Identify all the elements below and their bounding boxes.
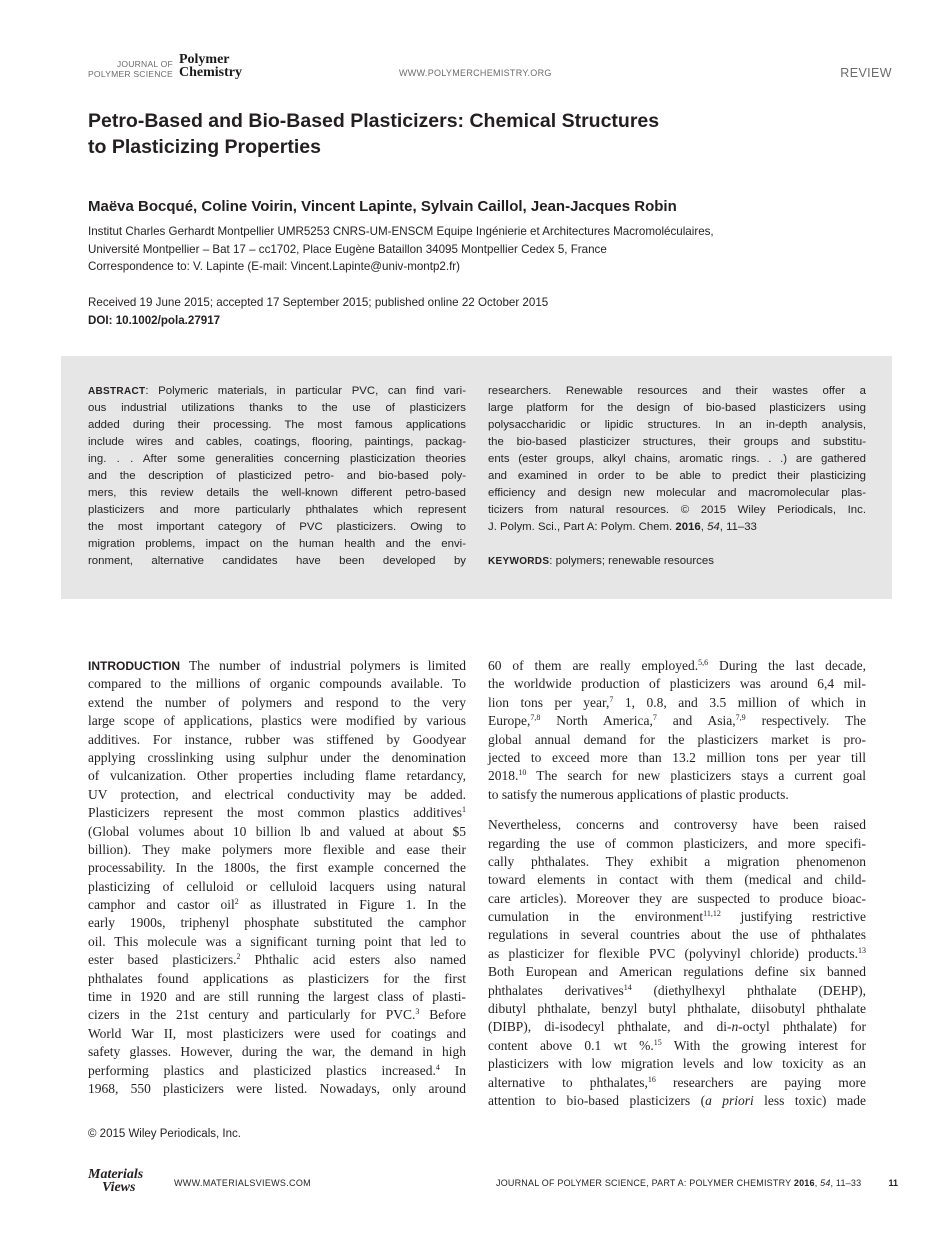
title-line-2: to Plasticizing Properties bbox=[88, 136, 321, 158]
abstract-box bbox=[61, 356, 892, 599]
reference-superscript[interactable]: 14 bbox=[623, 982, 632, 992]
abstract-line: ronment, alternative candidates have been developed by bbox=[88, 555, 466, 567]
journal-url[interactable]: WWW.POLYMERCHEMISTRY.ORG bbox=[399, 68, 552, 78]
body-text: Europe, bbox=[488, 713, 531, 729]
reference-superscript[interactable]: 13 bbox=[858, 945, 866, 955]
body-text: less toxic) made bbox=[753, 1092, 866, 1108]
abstract-line: and examined in order to be able to predict their plasticizing bbox=[488, 470, 866, 482]
journal-logo bbox=[88, 54, 242, 79]
body-line bbox=[88, 804, 466, 822]
body-line bbox=[488, 694, 866, 712]
abstract-line: large platform for the design of bio-based plasticizers using bbox=[488, 402, 866, 414]
doi[interactable]: DOI: 10.1002/pola.27917 bbox=[88, 313, 221, 327]
italic-text: a priori bbox=[705, 1092, 754, 1108]
body-text: cizers in the 21st century and particularly for PVC. bbox=[88, 1007, 416, 1023]
body-text: lion tons per year, bbox=[488, 694, 610, 710]
abstract-line: mers, this review details the well-known different petro-based bbox=[88, 487, 466, 499]
body-text: performing plastics and plasticized plastics increased. bbox=[88, 1062, 436, 1078]
body-line: phthalates found applications as plasticizers for the first bbox=[88, 970, 466, 986]
page-number: 11 bbox=[888, 1178, 898, 1188]
body-text: and Asia, bbox=[656, 713, 736, 729]
body-text: The number of industrial polymers is limited bbox=[180, 658, 466, 673]
body-line: plasticizing of celluloid or celluloid lacquers using natural bbox=[88, 878, 466, 894]
reference-superscript[interactable]: 2 bbox=[236, 952, 241, 962]
citation-year: 2016 bbox=[675, 521, 701, 533]
footer-sep: , bbox=[814, 1178, 821, 1188]
introduction-heading: INTRODUCTION bbox=[88, 659, 180, 673]
abstract-line: the most important category of PVC plasticizers. Owing to bbox=[88, 521, 466, 533]
reference-superscript[interactable]: 4 bbox=[435, 1062, 440, 1072]
journal-logo-line-2: POLYMER SCIENCE bbox=[88, 68, 173, 79]
body-line bbox=[88, 657, 466, 675]
body-line bbox=[488, 1092, 866, 1110]
body-text: In bbox=[439, 1062, 467, 1078]
body-line bbox=[488, 712, 866, 730]
copyright-notice: © 2015 Wiley Periodicals, Inc. bbox=[88, 1128, 241, 1140]
body-text: ester based plasticizers. bbox=[88, 952, 237, 968]
body-text: (diethylhexyl phthalate (DEHP), bbox=[631, 982, 866, 998]
reference-superscript[interactable]: 7 bbox=[652, 713, 657, 723]
body-line: early 1900s, triphenyl phosphate substituted the camphor bbox=[88, 915, 466, 931]
reference-superscript[interactable]: 15 bbox=[653, 1037, 662, 1047]
reference-superscript[interactable]: 7,9 bbox=[735, 713, 746, 723]
publication-dates bbox=[88, 294, 868, 329]
page-footer bbox=[88, 1168, 898, 1198]
body-text: Before bbox=[419, 1007, 466, 1023]
abstract-citation bbox=[488, 519, 866, 536]
body-text: as illustrated in Figure 1. In the bbox=[238, 897, 466, 913]
body-line: toward elements in contact with them (medical and child- bbox=[488, 872, 866, 888]
abstract-label: ABSTRACT bbox=[88, 386, 146, 397]
body-right-column bbox=[488, 657, 866, 1110]
body-line: UV protection, and electrical conductivity may be added. bbox=[88, 786, 466, 802]
body-text: Phthalic acid esters also named bbox=[240, 952, 467, 968]
reference-superscript[interactable]: 5,6 bbox=[698, 658, 709, 667]
body-line: compared to the millions of organic compounds available. To bbox=[88, 676, 466, 692]
affiliation-block bbox=[88, 223, 868, 276]
abstract-line: researchers. Renewable resources and their wastes offer a bbox=[488, 385, 866, 397]
body-text: phthalates derivatives bbox=[488, 982, 624, 998]
body-line bbox=[88, 1062, 466, 1080]
body-line bbox=[488, 1074, 866, 1092]
reference-superscript[interactable]: 3 bbox=[415, 1007, 420, 1017]
article-title bbox=[88, 108, 788, 160]
body-line: oil. This molecule was a significant turning point that led to bbox=[88, 933, 466, 949]
body-line: global annual demand for the plasticizers market is pro- bbox=[488, 731, 866, 747]
keywords-label: KEYWORDS bbox=[488, 556, 550, 567]
abstract-line: ticizers from natural resources. © 2015 Wiley Periodicals, Inc. bbox=[488, 504, 866, 516]
journal-logo-polymer: Polymer bbox=[178, 52, 230, 67]
affiliation-line-1: Institut Charles Gerhardt Montpellier UMR5253 CNRS-UM-ENSCM Equipe Ingénierie et Architectures Macromoléculaires, bbox=[88, 225, 714, 238]
body-line: the worldwide production of plasticizers was around 6,4 mil- bbox=[488, 676, 866, 692]
abstract-line: include wires and cables, coatings, flooring, paintings, packag- bbox=[88, 436, 466, 448]
journal-logo-line-1: JOURNAL OF bbox=[116, 59, 173, 69]
received-line: Received 19 June 2015; accepted 17 September 2015; published online 22 October 2015 bbox=[88, 296, 549, 309]
footer-volume: 54 bbox=[820, 1178, 831, 1188]
body-line bbox=[88, 1006, 466, 1024]
abstract-line: ing. . . After some generalities concerning plasticization theories bbox=[88, 453, 466, 465]
body-line: additives. For instance, rubber was stiffened by Goodyear bbox=[88, 731, 466, 747]
body-text: 2018. bbox=[488, 768, 519, 784]
title-line-1: Petro-Based and Bio-Based Plasticizers: Chemical Structures bbox=[88, 110, 660, 132]
reference-superscript[interactable]: 7 bbox=[609, 694, 614, 704]
correspondence: Correspondence to: V. Lapinte (E-mail: Vincent.Lapinte@univ-montp2.fr) bbox=[88, 260, 461, 273]
reference-superscript[interactable]: 7,8 bbox=[530, 713, 541, 723]
body-line bbox=[88, 896, 466, 914]
body-line: Both European and American regulations define six banned bbox=[488, 964, 866, 980]
journal-logo-big-text bbox=[179, 54, 242, 79]
reference-superscript[interactable]: 2 bbox=[234, 897, 239, 907]
body-text: attention to bio-based plasticizers ( bbox=[488, 1092, 706, 1108]
body-line bbox=[488, 908, 866, 926]
abstract-right-column bbox=[488, 383, 866, 536]
footer-journal-citation bbox=[496, 1178, 861, 1188]
body-text: (DIBP), di-isodecyl phthalate, and di- bbox=[488, 1019, 732, 1035]
section-label: REVIEW bbox=[840, 66, 892, 80]
body-line: time in 1920 and are still running the largest class of plasti- bbox=[88, 989, 466, 1005]
italic-text: n bbox=[731, 1019, 739, 1035]
footer-year: 2016 bbox=[793, 1178, 815, 1188]
body-line bbox=[488, 767, 866, 785]
body-line bbox=[488, 1018, 866, 1036]
abstract-line: and the description of plasticized petro- and bio-based poly- bbox=[88, 470, 466, 482]
body-line: (Global volumes about 10 billion lb and valued at about $5 bbox=[88, 823, 466, 839]
body-line: regulations in several countries about the use of phthalates bbox=[488, 927, 866, 943]
reference-superscript[interactable]: 16 bbox=[647, 1074, 656, 1084]
abstract-text: : Polymeric materials, in particular PVC, can find vari- bbox=[145, 385, 466, 397]
keywords-text: : polymers; renewable resources bbox=[549, 555, 714, 567]
body-text: respectively. The bbox=[745, 713, 866, 729]
logo-line-2: Views bbox=[102, 1180, 136, 1195]
body-text: researchers are paying more bbox=[655, 1074, 866, 1090]
body-line: cally phthalates. They exhibit a migration phenomenon bbox=[488, 853, 866, 869]
reference-superscript[interactable]: 10 bbox=[518, 768, 527, 778]
body-line: of vulcanization. Other properties including flame retardancy, bbox=[88, 768, 466, 784]
body-line: large scope of applications, plastics were modified by various bbox=[88, 713, 466, 729]
body-text: With the growing interest for bbox=[661, 1037, 866, 1053]
body-line: Nevertheless, concerns and controversy have been raised bbox=[488, 817, 866, 833]
abstract-line: efficiency and design new molecular and macromolecular plas- bbox=[488, 487, 866, 499]
logo-line-1: Materials bbox=[88, 1167, 144, 1182]
body-text: alternative to phthalates, bbox=[488, 1074, 648, 1090]
body-text: as plasticizer for flexible PVC (polyvinyl chloride) products. bbox=[488, 945, 858, 961]
body-text: The search for new plasticizers stays a current goal bbox=[526, 768, 866, 784]
keywords bbox=[488, 555, 714, 567]
body-text: -octyl phthalate) for bbox=[738, 1019, 866, 1035]
body-line: dibutyl phthalate, benzyl butyl phthalate, diisobutyl phthalate bbox=[488, 1001, 866, 1017]
body-text: North America, bbox=[540, 713, 653, 729]
citation-pages: , 11–33 bbox=[719, 521, 757, 533]
abstract-line bbox=[88, 383, 466, 400]
body-text: content above 0.1 wt %. bbox=[488, 1037, 654, 1053]
reference-superscript[interactable]: 1 bbox=[462, 805, 466, 815]
materials-views-logo bbox=[88, 1168, 143, 1194]
reference-superscript[interactable]: 11,12 bbox=[703, 909, 721, 919]
body-text: Plasticizers represent the most common plastics additives bbox=[88, 805, 462, 821]
abstract-line: plasticizers and more particularly phthalates which represent bbox=[88, 504, 466, 516]
journal-logo-chemistry: Chemistry bbox=[178, 64, 242, 80]
abstract-left-column bbox=[88, 383, 466, 570]
abstract-line: ents (ester groups, alkyl chains, aromatic rings. . .) are gathered bbox=[488, 453, 866, 465]
body-line: World War II, most plasticizers were used for coatings and bbox=[88, 1025, 466, 1041]
citation-volume: 54 bbox=[707, 521, 720, 533]
abstract-line: added during their processing. The most famous applications bbox=[88, 419, 466, 431]
paragraph-gap bbox=[488, 804, 866, 816]
body-text: 60 of them are really employed. bbox=[488, 658, 699, 673]
body-line: plasticizers with low migration levels and low toxicity as an bbox=[488, 1056, 866, 1072]
body-line bbox=[488, 982, 866, 1000]
body-text: 1, 0.8, and 3.5 million of which in bbox=[613, 694, 867, 710]
body-line: 1968, 550 plasticizers were listed. Nowadays, only around bbox=[88, 1080, 466, 1096]
body-line bbox=[88, 951, 466, 969]
body-line: safety glasses. However, during the war, the demand in high bbox=[88, 1044, 466, 1060]
body-line bbox=[488, 945, 866, 963]
body-line: billion). They make polymers more flexible and ease their bbox=[88, 841, 466, 857]
affiliation-line-2: Université Montpellier – Bat 17 – cc1702, Place Eugène Bataillon 34095 Montpellier Cedex 5, France bbox=[88, 242, 607, 256]
body-line: processability. In the 1800s, the first example concerned the bbox=[88, 860, 466, 876]
citation-journal: J. Polym. Sci., Part A: Polym. Chem. bbox=[488, 521, 676, 533]
body-text: During the last decade, bbox=[708, 658, 867, 673]
citation-sep: , bbox=[700, 521, 708, 533]
body-text: camphor and castor oil bbox=[88, 897, 235, 913]
body-text: justifying restrictive bbox=[720, 909, 866, 925]
footer-journal-name: JOURNAL OF POLYMER SCIENCE, PART A: POLYMER CHEMISTRY bbox=[496, 1178, 794, 1188]
journal-logo-small-text bbox=[88, 60, 173, 79]
body-text: cumulation in the environment bbox=[488, 909, 704, 925]
body-line: extend the number of polymers and respond to the very bbox=[88, 694, 466, 710]
footer-pages: , 11–33 bbox=[830, 1178, 862, 1188]
abstract-line: polysaccharidic or lipidic structures. In an in-depth analysis, bbox=[488, 419, 866, 431]
abstract-line: ous industrial utilizations thanks to the use of plasticizers bbox=[88, 402, 466, 414]
abstract-line: migration problems, impact on the human health and the envi- bbox=[88, 538, 466, 550]
body-line: jected to exceed more than 13.2 million tons per year till bbox=[488, 749, 866, 765]
authors: Maëva Bocqué, Coline Voirin, Vincent Lapinte, Sylvain Caillol, Jean-Jacques Robin bbox=[88, 198, 677, 215]
page-header bbox=[88, 52, 892, 84]
body-line bbox=[488, 1037, 866, 1055]
body-left-column bbox=[88, 657, 466, 1098]
abstract-line: the bio-based plasticizer structures, their groups and substitu- bbox=[488, 436, 866, 448]
body-line: applying crosslinking using sulphur under the denomination bbox=[88, 749, 466, 765]
body-line: care articles). Moreover they are suspected to produce bioac- bbox=[488, 890, 866, 906]
body-line bbox=[488, 657, 866, 675]
footer-url[interactable]: WWW.MATERIALSVIEWS.COM bbox=[174, 1178, 311, 1188]
body-line: to satisfy the numerous applications of plastic products. bbox=[488, 786, 789, 802]
body-line: regarding the use of common plasticizers, and more specifi- bbox=[488, 835, 866, 851]
